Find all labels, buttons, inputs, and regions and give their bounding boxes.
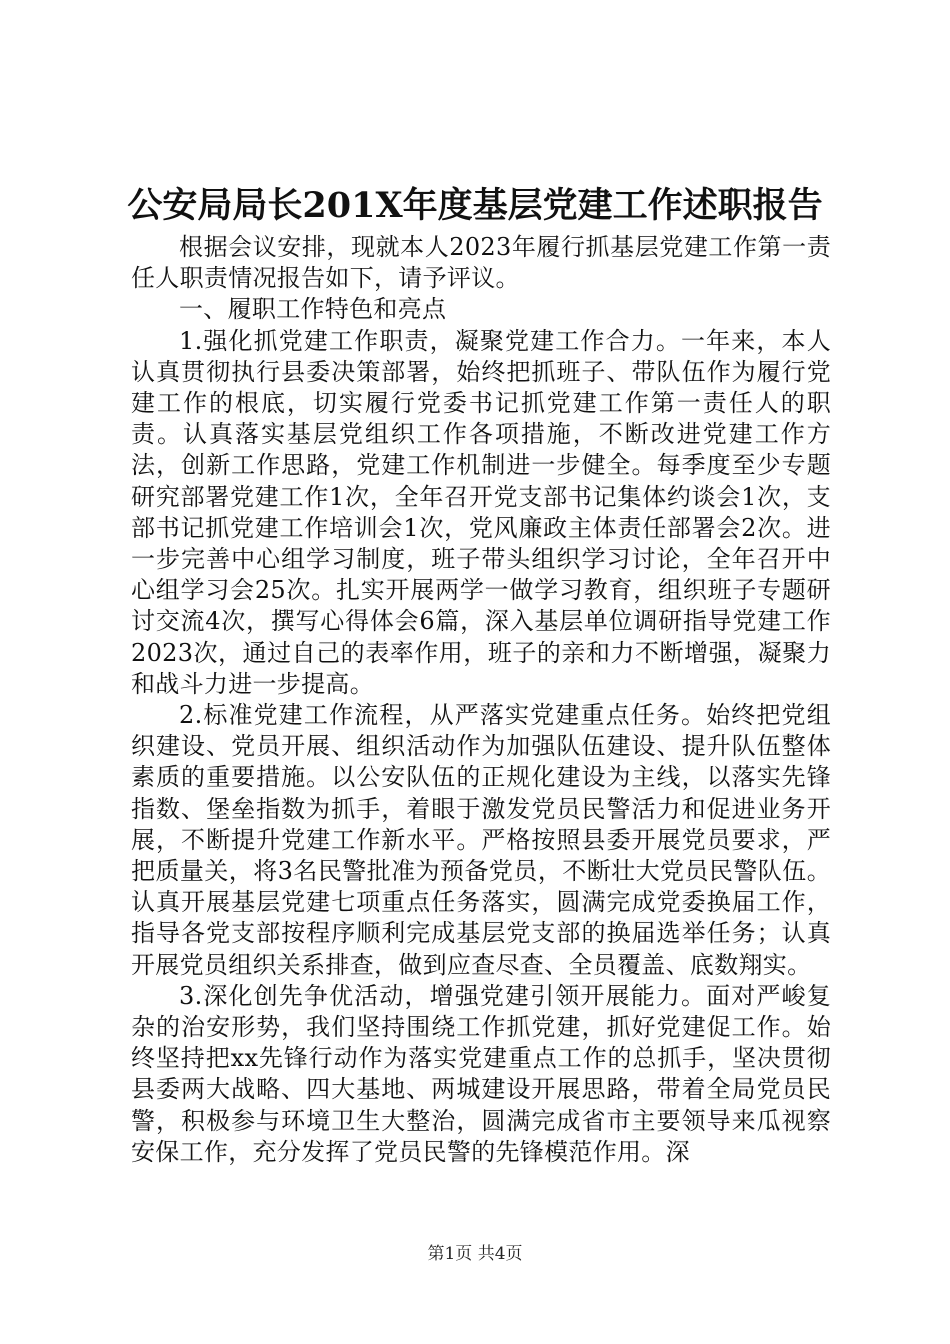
page-title: 公安局局长201X年度基层党建工作述职报告 [127,185,823,226]
paragraph-intro: 根据会议安排，现就本人2023年履行抓基层党建工作第一责任人职责情况报告如下，请予评议。 [131,233,831,293]
page-number: 第1页 [427,1244,473,1264]
paragraph-item-2: 2.标准党建工作流程，从严落实党建重点任务。始终把党组织建设、党员开展、组织活动作为加强队伍建设、提升队伍整体素质的重要措施。以公安队伍的正规化建设为主线，以落实先锋指数、堡垒指数为抓手，着眼于激发党员民警活力和促进业务开展，不断提升党建工作新水平。严格按照县委开展党员要求，严把质量关，将3名民警批准为预备党员，不断壮大党员民警队伍。认真开展基层党建七项重点任务落实，圆满完成党委换届工作，指导各党支部按程序顺利完成基层党支部的换届选举任务；认真开展党员组织关系排查，做到应查尽查、全员覆盖、底数翔实。 [131,701,831,979]
section-heading: 一、履职工作特色和亮点 [179,295,447,324]
document-body [131,232,831,1168]
paragraph-item-3: 3.深化创先争优活动，增强党建引领开展能力。面对严峻复杂的治安形势，我们坚持围绕工作抓党建，抓好党建促工作。始终坚持把xx先锋行动作为落实党建重点工作的总抓手，坚决贯彻县委两大战略、四大基地、两城建设开展思路，带着全局党员民警，积极参与环境卫生大整治，圆满完成省市主要领导来瓜视察安保工作，充分发挥了党员民警的先锋模范作用。深 [131,981,831,1166]
paragraph-item-1: 1.强化抓党建工作职责，凝聚党建工作合力。一年来，本人认真贯彻执行县委决策部署，始终把抓班子、带队伍作为履行党建工作的根底，切实履行党委书记抓党建工作第一责任人的职责。认真落实基层党组织工作各项措施，不断改进党建工作方法，创新工作思路，党建工作机制进一步健全。每季度至少专题研究部署党建工作1次，全年召开党支部书记集体约谈会1次，支部书记抓党建工作培训会1次，党风廉政主体责任部署会2次。进一步完善中心组学习制度，班子带头组织学习讨论，全年召开中心组学习会25次。扎实开展两学一做学习教育，组织班子专题研讨交流4次，撰写心得体会6篇，深入基层单位调研指导党建工作2023次，通过自己的表率作用，班子的亲和力不断增强，凝聚力和战斗力进一步提高。 [131,326,831,698]
page-footer [0,1242,950,1266]
page-total: 共4页 [477,1244,523,1264]
